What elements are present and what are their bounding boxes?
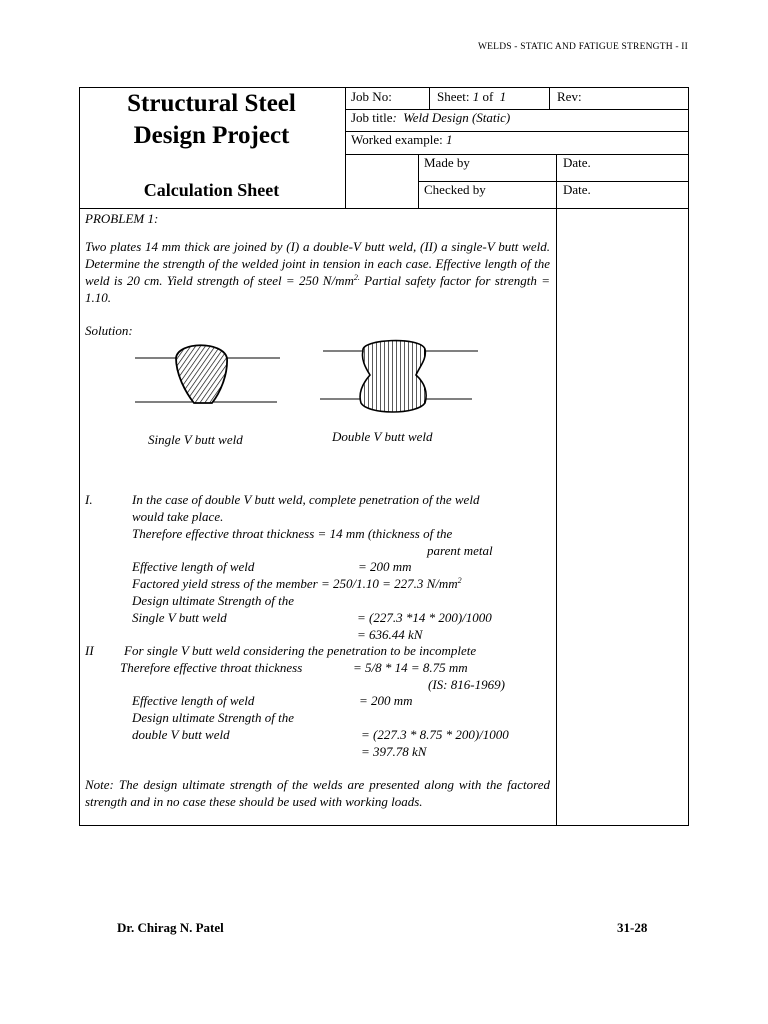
- part-i-yield-stress: [132, 575, 462, 592]
- job-title-label: Job title: [351, 110, 393, 125]
- project-title-line2: Design Project: [133, 122, 290, 149]
- part-ii-dus-label2: double V butt weld: [132, 727, 230, 742]
- double-v-caption: Double V butt weld: [332, 429, 433, 444]
- solution-label: Solution:: [85, 323, 133, 338]
- part-i-line1: In the case of double V butt weld, complete penetration of the weld: [132, 492, 480, 507]
- part-i-line2: would take place.: [132, 509, 224, 524]
- problem-statement-tail: Partial safety factor for strength = 1.10.: [85, 273, 550, 305]
- grid-col-date: [556, 154, 557, 208]
- grid-col-jobno: [429, 88, 430, 109]
- job-title-colon: :: [392, 110, 397, 125]
- part-ii-numeral: II: [85, 643, 94, 658]
- part-i-numeral: I.: [85, 492, 93, 507]
- checked-by-label: Checked by: [424, 182, 486, 197]
- project-title-line1: Structural Steel: [127, 90, 296, 117]
- part-ii-throat-value: = 5/8 * 14 = 8.75 mm: [353, 660, 468, 675]
- grid-col-madeby: [418, 154, 419, 208]
- part-i-eff-len-value: = 200 mm: [358, 559, 412, 574]
- rev-label: Rev:: [557, 89, 582, 104]
- part-ii-code-ref: (IS: 816-1969): [428, 677, 505, 692]
- problem-statement-text: Two plates 14 mm thick are joined by (I) a double-V butt weld, (II) a single-V butt weld. Determine the strength of the welded joint in tension in each case. Effective length of the weld is 20 cm. Yield strength of steel = 250 N/mm: [85, 239, 550, 288]
- double-v-weld-figure: [320, 341, 478, 412]
- part-ii-throat-label: Therefore effective throat thickness: [120, 660, 303, 675]
- problem-heading: PROBLEM 1:: [85, 211, 159, 226]
- sheet-number: 1: [472, 89, 480, 104]
- date-label-made: Date.: [563, 155, 591, 170]
- job-title-cell: [351, 110, 510, 126]
- part-i-result: = 636.44 kN: [357, 627, 423, 642]
- job-title-value: Weld Design (Static): [403, 110, 511, 125]
- design-note: Note: The design ultimate strength of the welds are presented along with the factored strength and in no case these should be used with working loads.: [85, 777, 550, 809]
- project-title: [80, 88, 343, 152]
- sheet-cell: [437, 89, 506, 105]
- sheet-label: Sheet:: [437, 89, 470, 104]
- title-divider: [345, 88, 346, 208]
- part-i-yield-stress-sup: 2: [457, 576, 462, 585]
- sheet-of: of: [482, 89, 494, 104]
- single-v-weld-figure: [135, 345, 280, 403]
- part-i-line4: parent metal: [427, 543, 493, 558]
- weld-figures: [120, 335, 500, 420]
- header-divider: [80, 208, 688, 209]
- footer-author: Dr. Chirag N. Patel: [117, 920, 224, 935]
- made-by-label: Made by: [424, 155, 470, 170]
- sheet-total: 1: [499, 89, 507, 104]
- margin-column-divider: [556, 208, 557, 825]
- part-i-dus-label1: Design ultimate Strength of the: [132, 593, 294, 608]
- part-ii-line1: For single V butt weld considering the penetration to be incomplete: [124, 643, 477, 658]
- part-ii-eff-len-value: = 200 mm: [359, 693, 413, 708]
- part-i-line3: Therefore effective throat thickness = 14 mm (thickness of the: [132, 526, 453, 541]
- part-i-yield-stress-text: Factored yield stress of the member = 250/1.10 = 227.3 N/mm: [132, 576, 458, 591]
- part-i-dus-label2: Single V butt weld: [132, 610, 227, 625]
- running-head: WELDS - STATIC AND FATIGUE STRENGTH - II: [478, 42, 688, 52]
- worked-example-cell: [351, 132, 452, 148]
- grid-row-3: [345, 154, 688, 155]
- problem-statement: [85, 238, 550, 306]
- worked-example-label: Worked example:: [351, 132, 443, 147]
- job-no-label: Job No:: [351, 89, 392, 104]
- part-ii-calc: = (227.3 * 8.75 * 200)/1000: [361, 727, 509, 742]
- single-v-caption: Single V butt weld: [148, 432, 243, 447]
- calculation-sheet-label: Calculation Sheet: [143, 180, 280, 200]
- part-i-calc: = (227.3 *14 * 200)/1000: [357, 610, 492, 625]
- date-label-checked: Date.: [563, 182, 591, 197]
- part-i-eff-len-label: Effective length of weld: [132, 559, 255, 574]
- footer-page-number: 31-28: [617, 920, 648, 935]
- worked-example-value: 1: [445, 132, 453, 147]
- part-ii-eff-len-label: Effective length of weld: [132, 693, 255, 708]
- part-ii-dus-label1: Design ultimate Strength of the: [132, 710, 294, 725]
- part-ii-result: = 397.78 kN: [361, 744, 427, 759]
- problem-statement-sup: 2.: [353, 273, 360, 282]
- grid-col-sheet: [549, 88, 550, 109]
